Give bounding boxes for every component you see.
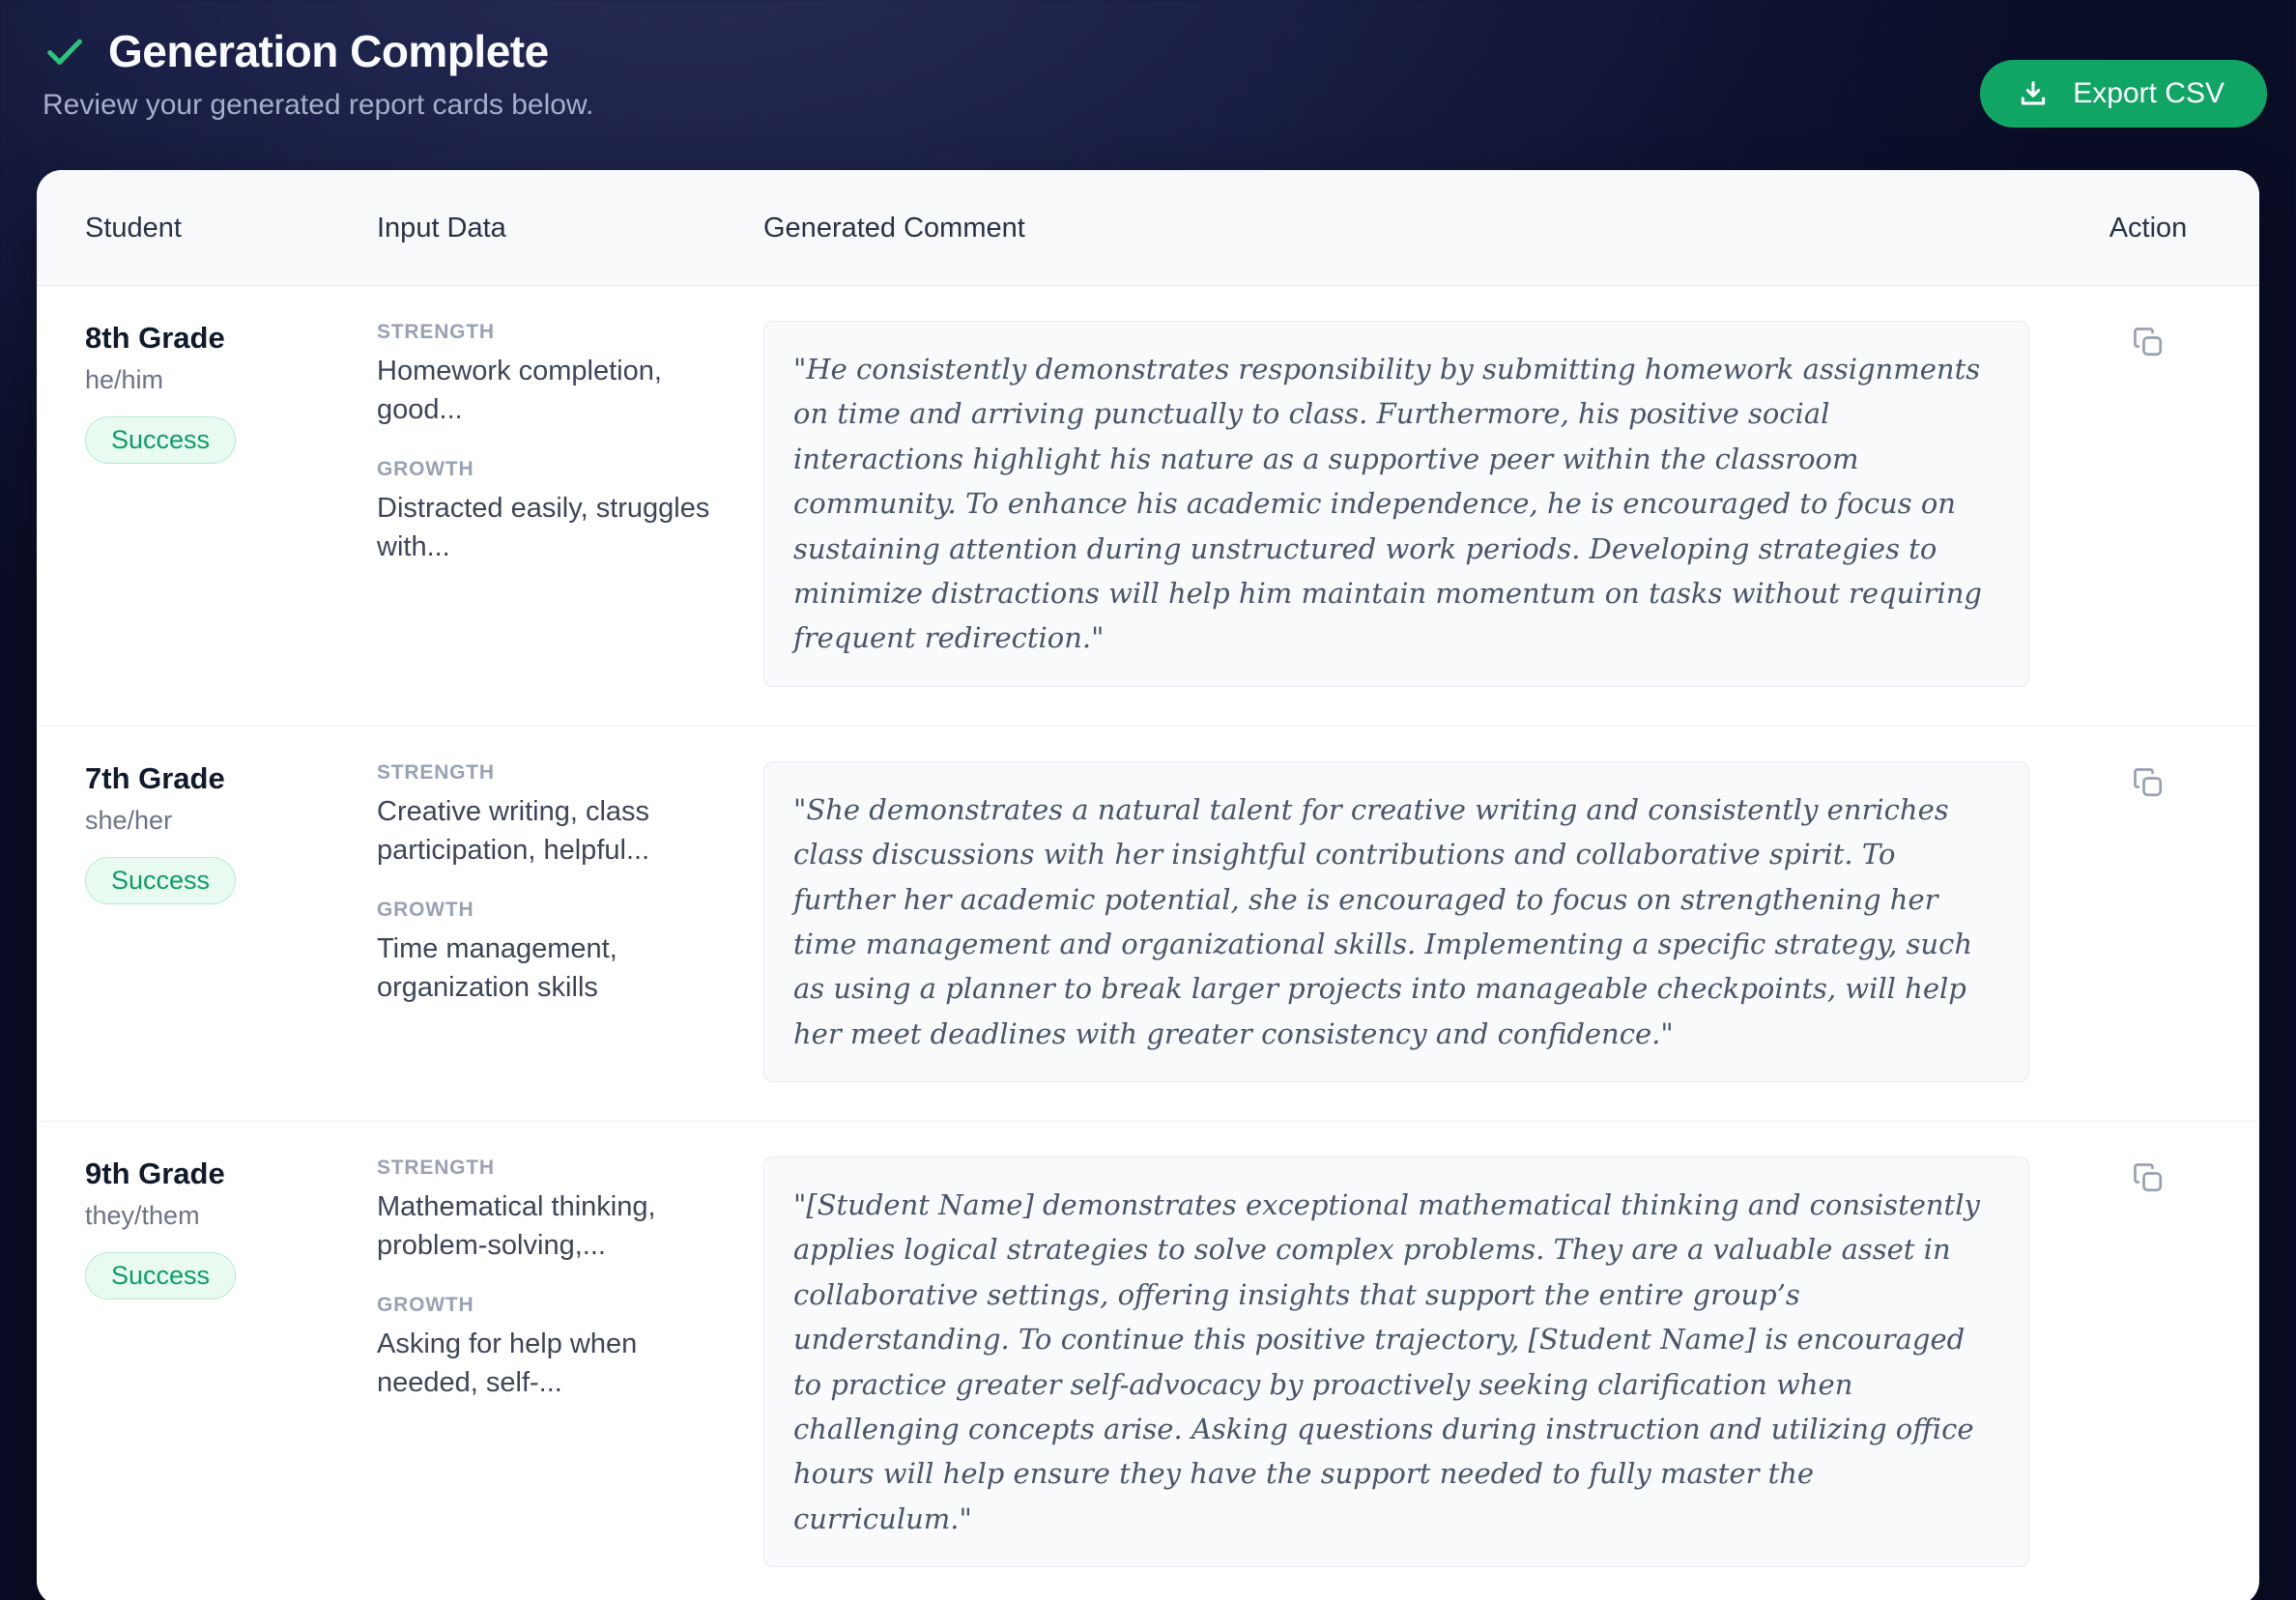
column-header-input-data: Input Data: [377, 213, 506, 243]
status-badge: Success: [85, 416, 236, 464]
copy-button[interactable]: [2131, 763, 2166, 802]
copy-icon: [2131, 765, 2166, 800]
strength-group: [377, 1157, 725, 1265]
student-pronouns: they/them: [85, 1201, 200, 1231]
student-pronouns: she/her: [85, 805, 173, 835]
growth-group: [377, 1294, 725, 1402]
column-header-action: Action: [2109, 213, 2188, 243]
student-grade: 8th Grade: [85, 321, 225, 355]
action-cell: [2076, 1157, 2259, 1567]
input-data-cell: [377, 321, 763, 687]
generated-comment-cell: [763, 321, 2076, 687]
copy-icon: [2131, 325, 2166, 359]
export-csv-label: Export CSV: [2073, 77, 2224, 109]
student-grade: 9th Grade: [85, 1157, 225, 1191]
page-header: [37, 25, 2259, 122]
growth-value: Distracted easily, struggles with...: [377, 493, 710, 563]
column-header-generated-comment: Generated Comment: [763, 213, 1025, 243]
copy-icon: [2131, 1160, 2166, 1195]
student-cell: [85, 321, 377, 687]
student-cell: [85, 761, 377, 1082]
growth-value: Asking for help when needed, self-...: [377, 1329, 638, 1399]
page-subtitle: Review your generated report cards below.: [43, 89, 594, 121]
table-header: [37, 170, 2259, 286]
growth-label: GROWTH: [377, 898, 474, 921]
student-pronouns: he/him: [85, 365, 164, 394]
comment-box: [763, 761, 2029, 1082]
table-row: [37, 1121, 2259, 1600]
growth-label: GROWTH: [377, 1294, 474, 1317]
generated-comment: "[Student Name] demonstrates exceptional mathematical thinking and consistently applies logical strategies to solve complex problems. They are a valuable asset in collaborative settings, offering insights that support the entire group’s understanding. To continue this positive trajectory, [Student Name] is encouraged to practice greater self-advocacy by proactively seeking clarification when challenging concepts arise. Asking questions during instruction and utilizing office hours will help ensure they have the support needed to fully master the curriculum.": [793, 1188, 1980, 1535]
export-csv-button[interactable]: [1980, 60, 2267, 128]
strength-label: STRENGTH: [377, 1157, 495, 1180]
student-grade: 7th Grade: [85, 760, 225, 795]
table-row: [37, 286, 2259, 726]
strength-group: [377, 321, 725, 429]
check-icon: [43, 29, 87, 73]
comment-box: [763, 1157, 2029, 1567]
status-badge: Success: [85, 857, 236, 904]
strength-value: Creative writing, class participation, helpful...: [377, 795, 650, 866]
input-data-cell: [377, 1157, 763, 1567]
growth-value: Time management, organization skills: [377, 932, 617, 1003]
strength-label: STRENGTH: [377, 760, 495, 784]
growth-group: [377, 458, 725, 566]
growth-group: [377, 899, 725, 1007]
strength-label: STRENGTH: [377, 321, 495, 343]
generated-comment: "He consistently demonstrates responsibility by submitting homework assignments on time and arriving punctually to class. Furthermore, his positive social interactions highlight his nature as a supportive peer within the classroom community. To enhance his academic independence, he is encouraged to focus on sustaining attention during unstructured work periods. Developing strategies to minimize distractions will help him maintain momentum on tasks without requiring frequent redirection.": [793, 353, 1982, 655]
strength-value: Mathematical thinking, problem-solving,...: [377, 1191, 656, 1262]
comment-box: [763, 321, 2029, 687]
action-cell: [2076, 321, 2259, 687]
title-row: [43, 25, 2259, 77]
generated-comment-cell: [763, 1157, 2076, 1567]
results-card: [37, 170, 2259, 1600]
action-cell: [2076, 761, 2259, 1082]
download-icon: [2017, 77, 2050, 110]
column-header-student: Student: [85, 213, 182, 243]
student-cell: [85, 1157, 377, 1567]
growth-label: GROWTH: [377, 458, 474, 481]
page-title: Generation Complete: [108, 26, 549, 76]
copy-button[interactable]: [2131, 1158, 2166, 1197]
generated-comment-cell: [763, 761, 2076, 1082]
generated-comment: "She demonstrates a natural talent for creative writing and consistently enriches class discussions with her insightful contributions and collaborative spirit. To further her academic potential, she is encouraged to focus on strengthening her time management and organizational skills. Implementing a specific strategy, such as using a planner to break larger projects into manageable checkpoints, will help her meet deadlines with greater consistency and confidence.": [793, 792, 1973, 1050]
strength-group: [377, 761, 725, 870]
table-row: [37, 726, 2259, 1121]
status-badge: Success: [85, 1252, 236, 1300]
input-data-cell: [377, 761, 763, 1082]
copy-button[interactable]: [2131, 323, 2166, 361]
strength-value: Homework completion, good...: [377, 356, 662, 426]
